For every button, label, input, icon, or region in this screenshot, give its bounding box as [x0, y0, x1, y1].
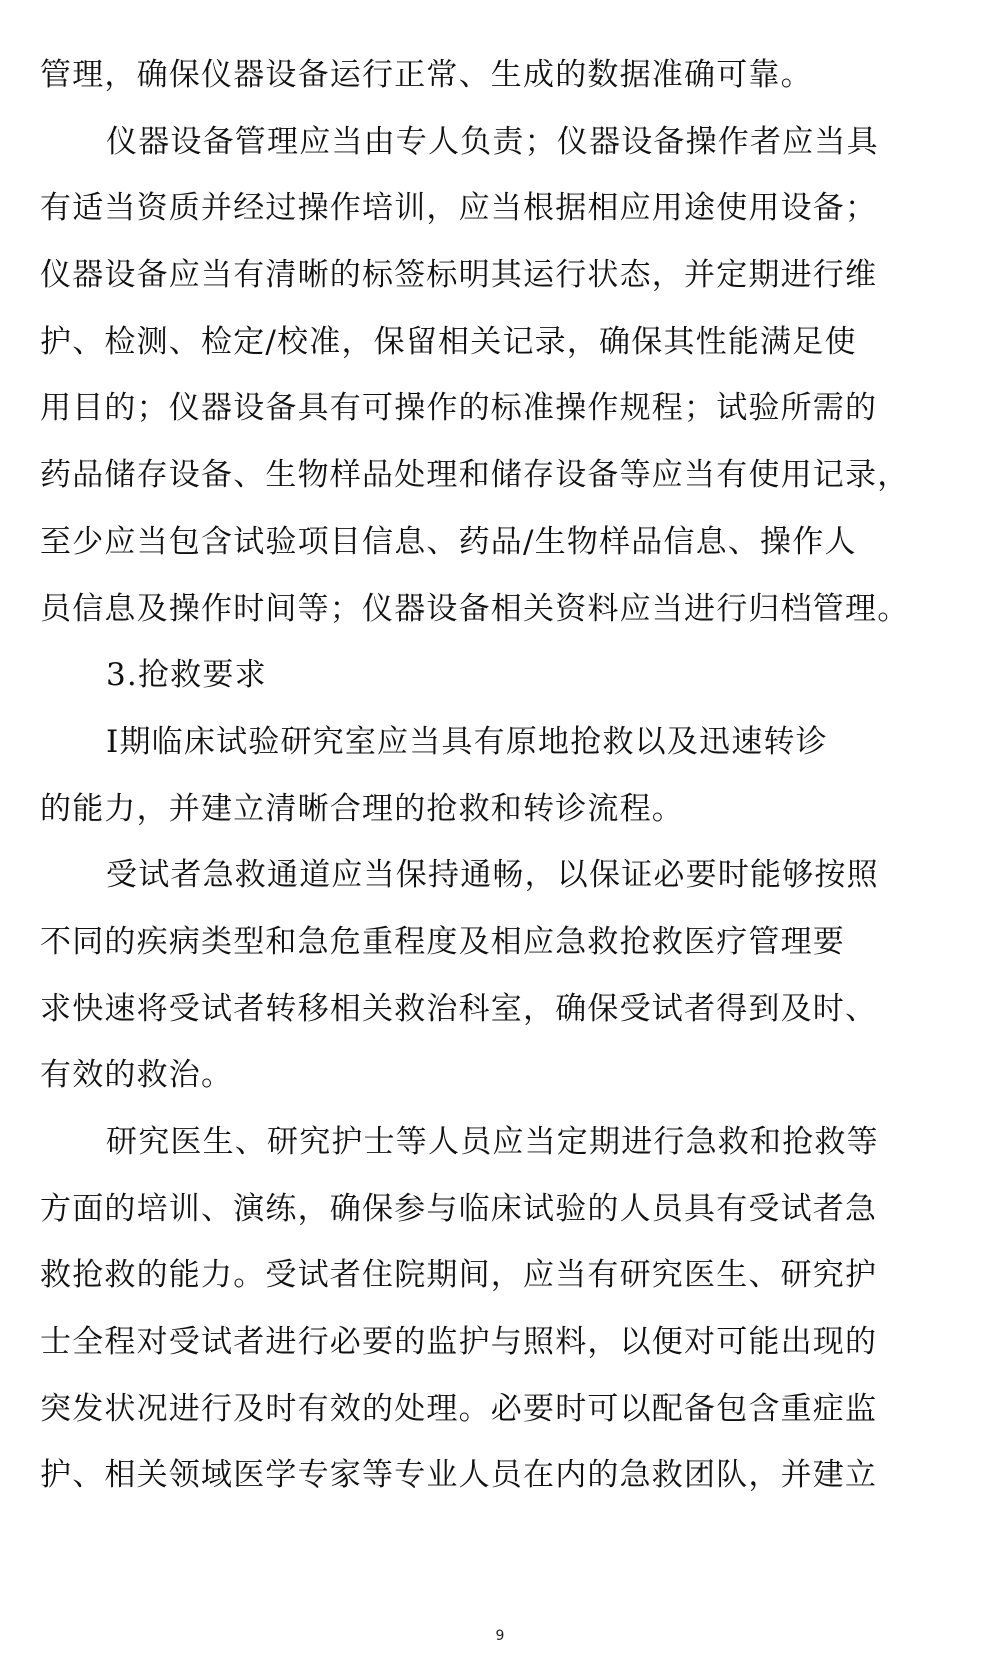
- text-line-15: 求快速将受试者转移相关救治科室，确保受试者得到及时、: [40, 990, 878, 1027]
- text-line-14: 不同的疾病类型和急危重程度及相应急救抢救医疗管理要: [40, 923, 845, 960]
- text-line-21: 突发状况进行及时有效的处理。必要时可以配备包含重症监: [40, 1390, 878, 1427]
- text-line-8: 至少应当包含试验项目信息、药品/生物样品信息、操作人: [40, 523, 857, 560]
- text-line-20: 士全程对受试者进行必要的监护与照料，以便对可能出现的: [40, 1324, 878, 1361]
- page-number: 9: [495, 1628, 505, 1644]
- text-line-3: 有适当资质并经过操作培训，应当根据相应用途使用设备；: [40, 190, 878, 227]
- text-line-18: 方面的培训、演练，确保参与临床试验的人员具有受试者急: [40, 1190, 878, 1227]
- text-line-17: 研究医生、研究护士等人员应当定期进行急救和抢救等: [106, 1124, 879, 1160]
- text-line-5: 护、检测、检定/校准，保留相关记录，确保其性能满足使: [40, 323, 857, 360]
- text-line-2: 仪器设备管理应当由专人负责；仪器设备操作者应当具: [106, 123, 879, 160]
- text-line-1: 管理，确保仪器设备运行正常、生成的数据准确可靠。: [40, 57, 813, 93]
- text-line-22: 护、相关领域医学专家等专业人员在内的急救团队，并建立: [40, 1457, 878, 1494]
- section-heading: 3.抢救要求: [106, 657, 267, 694]
- text-line-9: 员信息及操作时间等；仪器设备相关资料应当进行归档管理。: [40, 590, 910, 627]
- text-line-12: 的能力，并建立清晰合理的抢救和转诊流程。: [40, 790, 684, 827]
- document-body: [40, 42, 970, 1509]
- text-line-16: 有效的救治。: [40, 1057, 234, 1094]
- text-line-13: 受试者急救通道应当保持通畅，以保证必要时能够按照: [106, 857, 879, 894]
- text-line-7: 药品储存设备、生物样品处理和储存设备等应当有使用记录，: [40, 457, 910, 494]
- text-line-11: Ⅰ期临床试验研究室应当具有原地抢救以及迅速转诊: [106, 723, 828, 760]
- text-line-6: 用目的；仪器设备具有可操作的标准操作规程；试验所需的: [40, 390, 878, 427]
- text-line-4: 仪器设备应当有清晰的标签标明其运行状态，并定期进行维: [40, 257, 878, 294]
- text-line-19: 救抢救的能力。受试者住院期间，应当有研究医生、研究护: [40, 1257, 878, 1294]
